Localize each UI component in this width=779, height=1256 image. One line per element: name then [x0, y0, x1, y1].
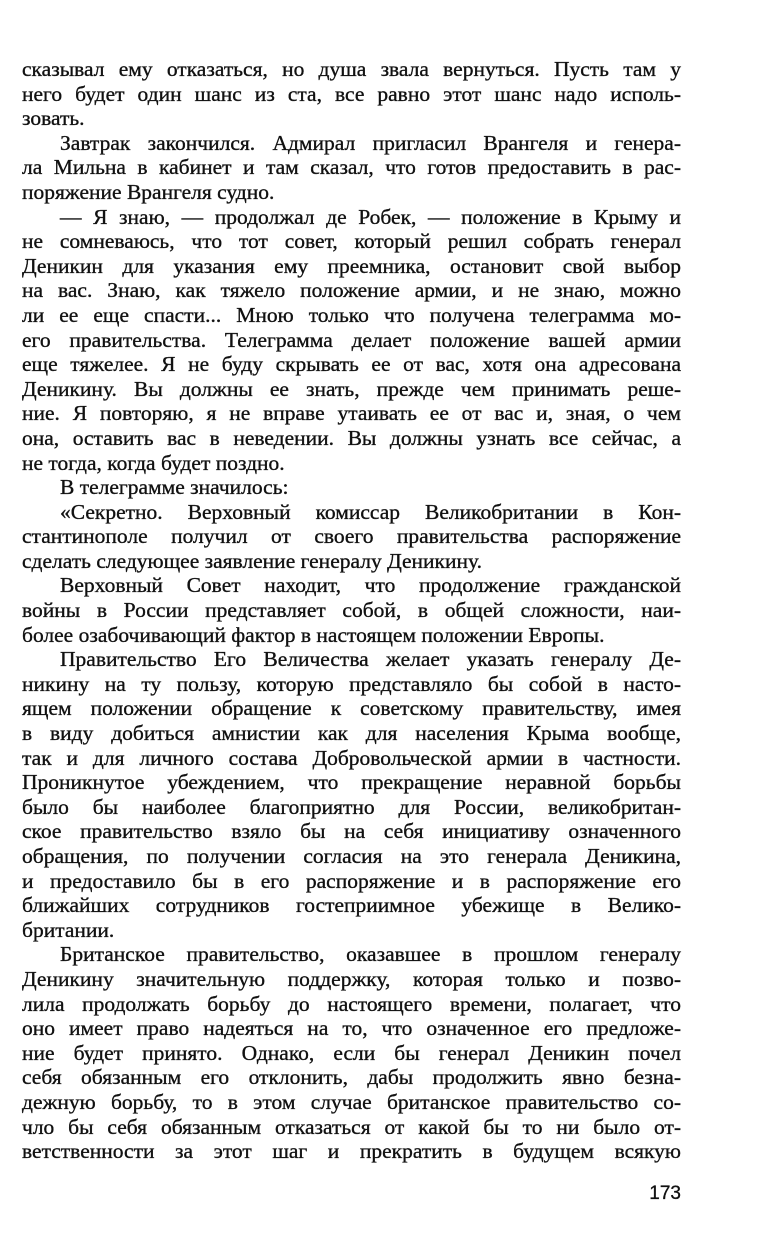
- body-text: [22, 57, 681, 1164]
- paragraph: [22, 573, 681, 647]
- text-line: оно имеет право надеяться на то, что означенное его предложе-: [22, 1016, 681, 1041]
- text-line: не тогда, когда будет поздно.: [22, 450, 285, 475]
- text-line: стантинополе получил от своего правительства распоряжение: [22, 524, 681, 549]
- text-line: Деникину. Вы должны ее знать, прежде чем принимать реше-: [22, 376, 681, 401]
- text-line: и предоставило бы в его распоряжение и в распоряжение его: [22, 868, 681, 893]
- text-line: в виду добиться амнистии как для населения Крыма вообще,: [22, 721, 681, 746]
- text-line: «Секретно. Верховный комиссар Великобритании в Кон-: [60, 499, 681, 524]
- text-line: поряжение Врангеля судно.: [22, 179, 275, 204]
- paragraph: [22, 57, 681, 131]
- text-line: не сомневаюсь, что тот совет, который решил собрать генерал: [22, 229, 681, 254]
- text-line: Деникин для указания ему преемника, остановит свой выбор: [22, 253, 681, 278]
- text-line: Британское правительство, оказавшее в прошлом генералу: [60, 942, 681, 967]
- text-line: войны в России представляет собой, в общей сложности, наи-: [22, 598, 681, 623]
- text-line: ское правительство взяло бы на себя инициативу означенного: [22, 819, 681, 844]
- text-line: еще тяжелее. Я не буду скрывать ее от вас, хотя она адресована: [22, 352, 681, 377]
- text-line: него будет один шанс из ста, все равно этот шанс надо исполь-: [22, 81, 681, 106]
- text-line: никину на ту пользу, которую представляло бы собой в насто-: [22, 671, 681, 696]
- text-line: сказывал ему отказаться, но душа звала вернуться. Пусть там у: [22, 57, 681, 81]
- text-line: сделать следующее заявление генералу Деникину.: [22, 548, 482, 573]
- paragraph: [22, 647, 681, 942]
- page-number: 173: [649, 1183, 681, 1204]
- text-line: Правительство Его Величества желает указать генералу Де-: [60, 647, 681, 672]
- text-line: себя обязанным его отклонить, дабы продолжить явно безна-: [22, 1065, 681, 1090]
- text-line: так и для личного состава Добровольческой армии в частности.: [22, 745, 681, 770]
- text-line: она, оставить вас в неведении. Вы должны узнать все сейчас, а: [22, 425, 681, 450]
- paragraph: [22, 475, 681, 500]
- text-line: Проникнутое убеждением, что прекращение неравной борьбы: [22, 770, 681, 795]
- text-line: ли ее еще спасти... Мною только что получена телеграмма мо-: [22, 302, 681, 327]
- text-line: его правительства. Телеграмма делает положение вашей армии: [22, 327, 681, 352]
- text-line: более озабочивающий фактор в настоящем положении Европы.: [22, 622, 605, 647]
- text-line: ящем положении обращение к советскому правительству, имея: [22, 696, 681, 721]
- text-line: Верховный Совет находит, что продолжение гражданской: [60, 573, 681, 598]
- text-line: Деникину значительную поддержку, которая только и позво-: [22, 966, 681, 991]
- text-line: ние будет принято. Однако, если бы генерал Деникин почел: [22, 1040, 681, 1065]
- paragraph: [22, 205, 681, 476]
- paragraph: [22, 131, 681, 205]
- text-line: было бы наиболее благоприятно для России, великобритан-: [22, 794, 681, 819]
- text-line: на вас. Знаю, как тяжело положение армии, и не знаю, можно: [22, 278, 681, 303]
- text-line: чло бы себя обязанным отказаться от какой бы то ни было от-: [22, 1114, 681, 1139]
- text-line: дежную борьбу, то в этом случае британское правительство со-: [22, 1089, 681, 1114]
- text-line: лила продолжать борьбу до настоящего времени, полагает, что: [22, 991, 681, 1016]
- text-line: зовать.: [22, 106, 85, 131]
- text-line: ла Мильна в кабинет и там сказал, что готов предоставить в рас-: [22, 155, 681, 180]
- text-line: обращения, по получении согласия на это генерала Деникина,: [22, 844, 681, 868]
- text-line: ближайших сотрудников гостеприимное убежище в Велико-: [22, 893, 681, 918]
- text-line: ние. Я повторяю, я не вправе утаивать ее от вас и, зная, о чем: [22, 401, 681, 426]
- paragraph: [22, 942, 681, 1163]
- text-line: — Я знаю, — продолжал де Робек, — положение в Крыму и: [60, 204, 681, 229]
- text-line: британии.: [22, 917, 115, 942]
- text-line: В телеграмме значилось:: [60, 475, 289, 500]
- text-line: Завтрак закончился. Адмирал пригласил Врангеля и генера-: [60, 130, 681, 155]
- paragraph: [22, 500, 681, 574]
- text-line: ветственности за этот шаг и прекратить в будущем всякую: [22, 1139, 681, 1164]
